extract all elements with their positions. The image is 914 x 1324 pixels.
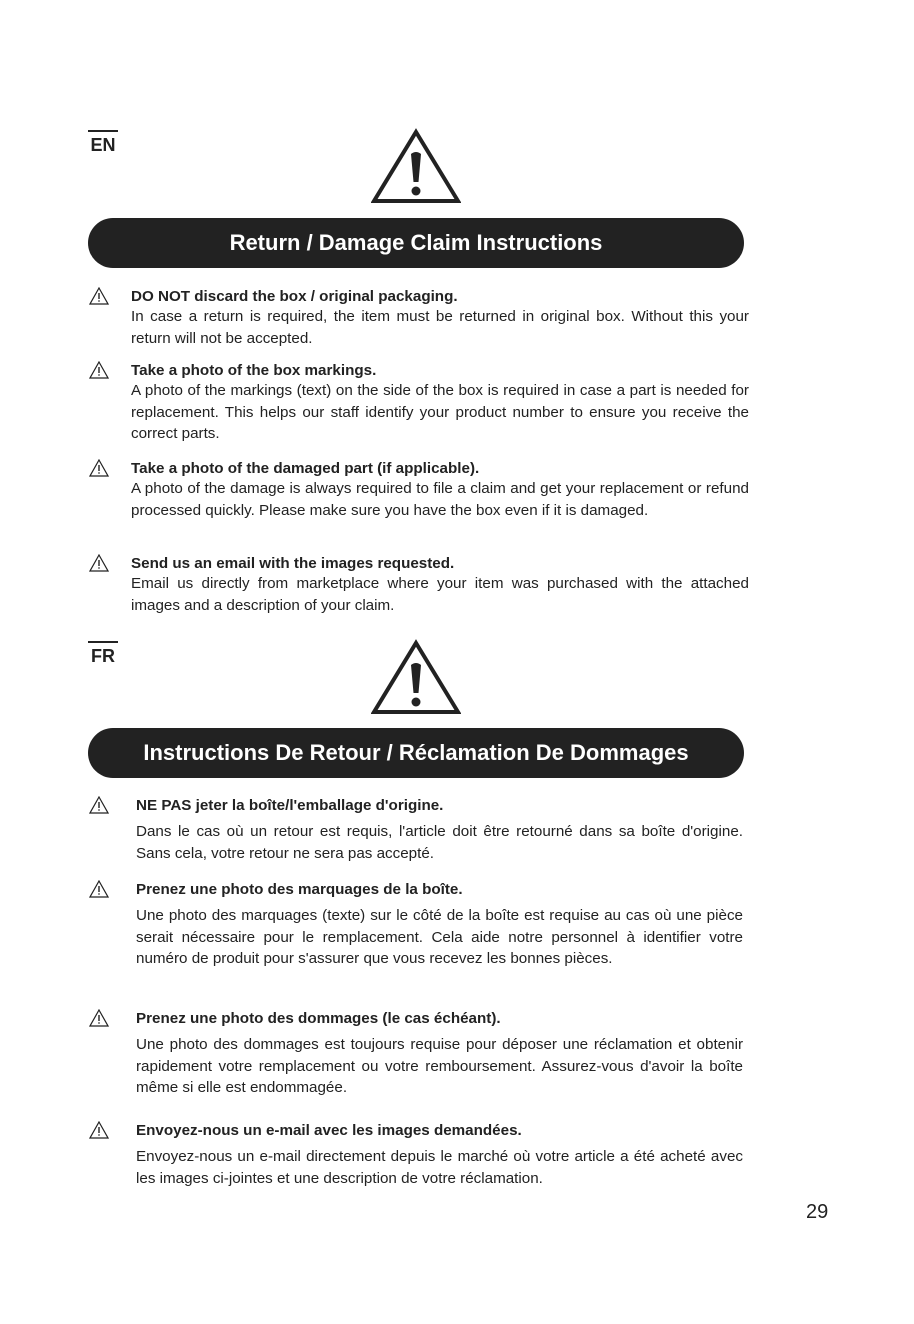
instruction-item-en-2 (89, 361, 749, 445)
instruction-title: Take a photo of the box markings. (131, 362, 377, 379)
page-number: 29 (806, 1201, 829, 1223)
warning-triangle-small-icon (89, 880, 109, 898)
warning-triangle-small-icon (89, 1009, 109, 1027)
warning-triangle-icon (371, 639, 461, 715)
warning-triangle-small-icon (89, 796, 109, 814)
instruction-title: Prenez une photo des marquages de la boîte. (136, 881, 463, 898)
section-banner-fr: Instructions De Retour / Réclamation De Dommages (88, 728, 744, 778)
instruction-body: Une photo des marquages (texte) sur le côté de la boîte est requise au cas où une pièce serait nécessaire pour le remplacement. Cela aide notre personnel à identifier votre numéro de produit pour s'assurer que vous recevez les bonnes pièces. (136, 907, 743, 967)
instruction-body: Envoyez-nous un e-mail directement depuis le marché où votre article a été acheté avec les images ci-jointes et une description de votre réclamation. (136, 1148, 743, 1187)
warning-triangle-icon (371, 128, 461, 204)
instruction-title: Take a photo of the damaged part (if applicable). (131, 460, 480, 477)
instruction-body: Une photo des dommages est toujours requise pour déposer une réclamation et obtenir rapidement votre remplacement ou votre remboursement. Assurez-vous d'avoir la boîte même si elle est endommagée. (136, 1036, 743, 1096)
instruction-item-fr-3 (89, 1009, 743, 1099)
instruction-body: A photo of the damage is always required to file a claim and get your replacement or refund processed quickly. Please make sure you have the box even if it is damaged. (131, 480, 749, 519)
lang-label-fr: FR (88, 641, 118, 666)
instruction-body: A photo of the markings (text) on the side of the box is required in case a part is needed for replacement. This helps our staff identify your product number to ensure you receive the correct parts. (131, 382, 749, 442)
instruction-item-fr-1 (89, 796, 743, 864)
instruction-title: NE PAS jeter la boîte/l'emballage d'origine. (136, 797, 444, 814)
instruction-title: DO NOT discard the box / original packaging. (131, 288, 458, 305)
instruction-item-en-3 (89, 459, 749, 521)
warning-triangle-small-icon (89, 554, 109, 572)
instruction-title: Envoyez-nous un e-mail avec les images demandées. (136, 1122, 522, 1139)
instruction-body: Dans le cas où un retour est requis, l'article doit être retourné dans sa boîte d'origine. Sans cela, votre retour ne sera pas accepté. (136, 823, 743, 862)
instruction-item-en-4 (89, 554, 749, 616)
instruction-item-fr-4 (89, 1121, 743, 1189)
instruction-item-fr-2 (89, 880, 743, 970)
instruction-item-en-1 (89, 287, 749, 349)
section-banner-en: Return / Damage Claim Instructions (88, 218, 744, 268)
instruction-body: Email us directly from marketplace where your item was purchased with the attached images and a description of your claim. (131, 575, 749, 614)
instruction-title: Send us an email with the images requested. (131, 555, 455, 572)
warning-triangle-small-icon (89, 459, 109, 477)
warning-triangle-small-icon (89, 287, 109, 305)
warning-triangle-small-icon (89, 1121, 109, 1139)
warning-triangle-small-icon (89, 361, 109, 379)
instruction-title: Prenez une photo des dommages (le cas échéant). (136, 1010, 501, 1027)
lang-label-en: EN (88, 130, 118, 155)
instruction-body: In case a return is required, the item must be returned in original box. Without this your return will not be accepted. (131, 308, 749, 347)
